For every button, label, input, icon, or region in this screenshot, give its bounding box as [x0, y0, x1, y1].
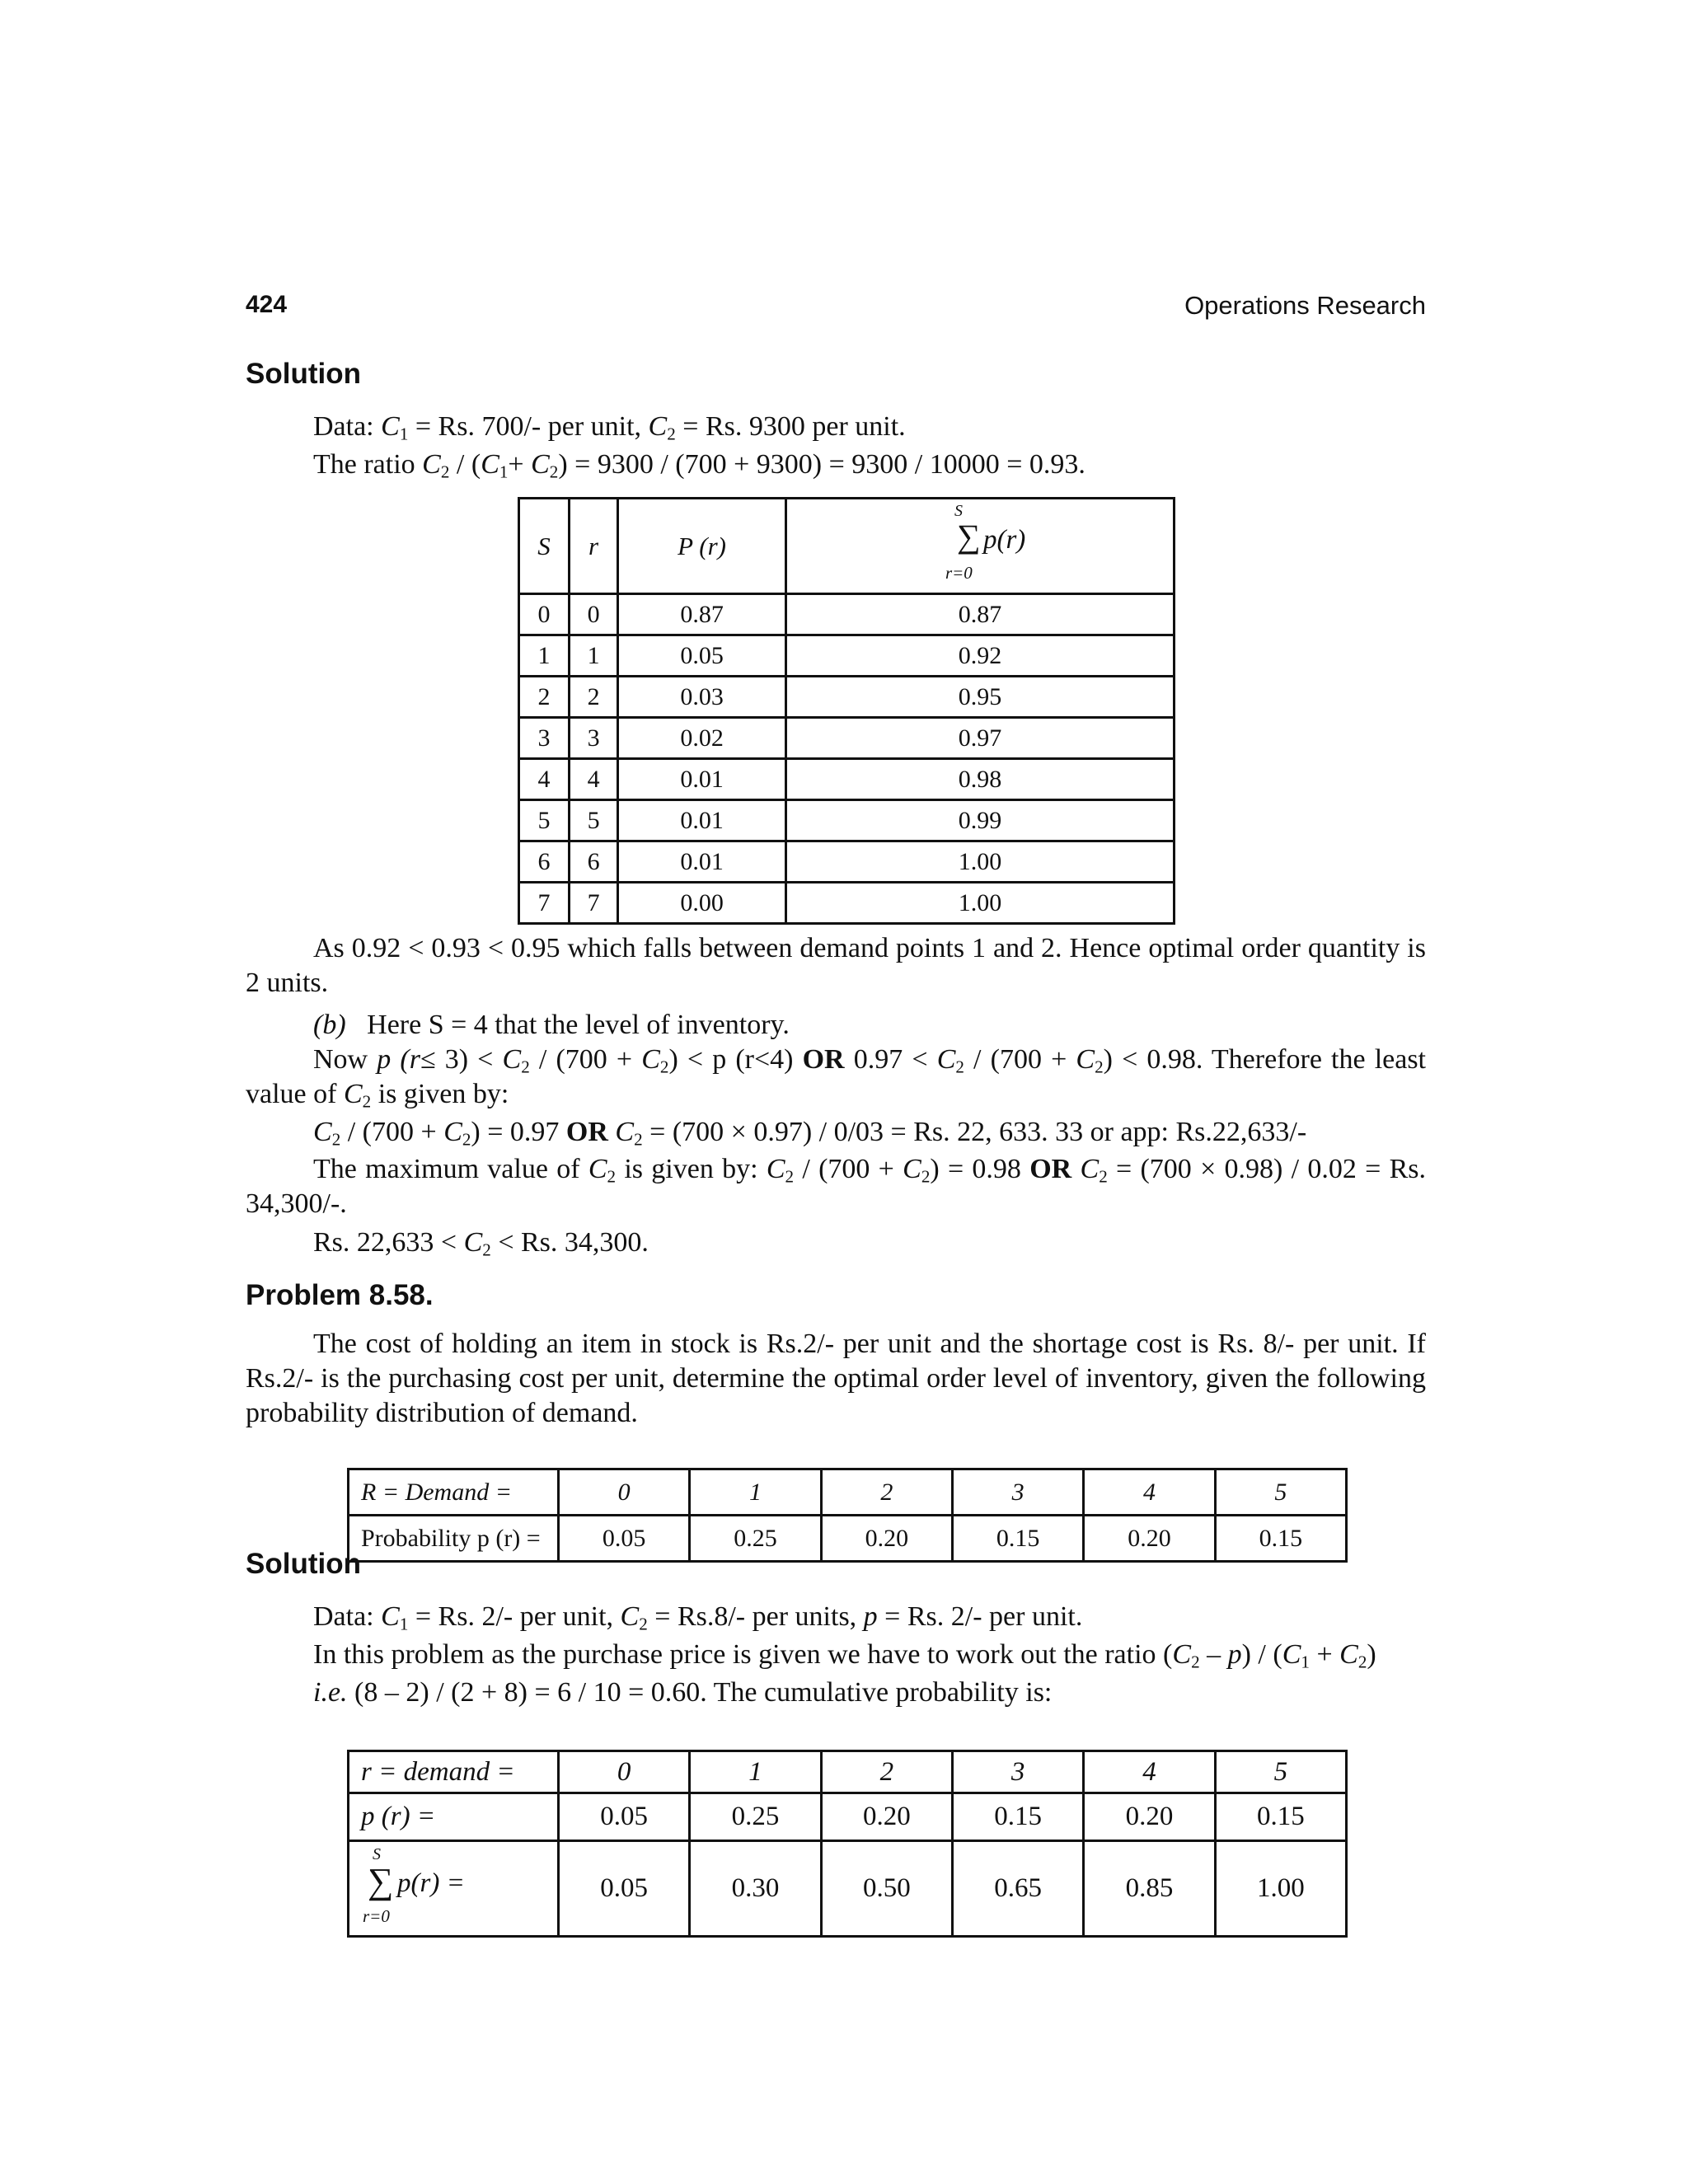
p-cell: 0.20 — [821, 1793, 952, 1841]
cumulative-cell: 0.65 — [952, 1841, 1083, 1937]
p-cell: 0.15 — [1215, 1793, 1346, 1841]
probability-cell: 0.15 — [1215, 1516, 1346, 1562]
demand-row-2-label: r = demand = — [349, 1751, 559, 1793]
table-cell: 5 — [569, 800, 617, 841]
table-cell: 0.00 — [618, 883, 786, 924]
table-cell: 3 — [519, 718, 570, 759]
table-cell: 0 — [519, 594, 570, 635]
data-line: Data: $C_1 = Rs$. 700/- per unit, $C_2 = Rs$. 9300 per unit. — [313, 411, 906, 444]
problem-heading: Problem 8.58. — [246, 1279, 434, 1311]
table-cell: 0.95 — [785, 677, 1174, 718]
probability-cell: 0.20 — [821, 1516, 952, 1562]
probability-row-label: Probability p (r) = — [349, 1516, 559, 1562]
part-b-line: (b) Here S = 4 that the level of inventory. — [313, 1010, 790, 1040]
cumulative-cell: 0.05 — [559, 1841, 690, 1937]
table-cell: 1 — [569, 635, 617, 677]
ie-line: i.e. (8 – 2) / (2 + 8) = 6 / 10 = 0.60. The cumulative probability is: — [313, 1677, 1053, 1708]
demand-row — [349, 1469, 1347, 1516]
table-cell: 0.98 — [785, 759, 1174, 800]
sigma-icon: ∑ — [368, 1861, 394, 1901]
header-pr: P (r) — [618, 499, 786, 594]
table-cell: 5 — [519, 800, 570, 841]
demand-cell: 5 — [1215, 1751, 1346, 1793]
cumulative-cell: 1.00 — [1215, 1841, 1346, 1937]
p-cell: 0.25 — [690, 1793, 821, 1841]
summation-expression-2: S ∑ p(r) = r=0 — [363, 1845, 465, 1926]
cumulative-cell: 0.30 — [690, 1841, 821, 1937]
c2-least-line: $C_2 / (700 + C_2) = 0.97$ OR $C_2 = (700 \times 0.97) / 0/03 = Rs$. 22, 633. 33 or app: Rs.22,633/- — [313, 1117, 1307, 1150]
table-cell: 0.87 — [785, 594, 1174, 635]
demand-row-label: R = Demand = — [349, 1469, 559, 1516]
table-row — [519, 883, 1175, 924]
table-row — [519, 800, 1175, 841]
demand-cell: 4 — [1084, 1751, 1215, 1793]
paragraph-result: As 0.92 < 0.93 < 0.95 which falls between demand points 1 and 2. Hence optimal order quantity is 2 units. — [246, 933, 1426, 998]
demand-cell: 3 — [952, 1751, 1083, 1793]
cumulative-row — [349, 1841, 1347, 1937]
summation-expression: S ∑ p(r) r=0 — [945, 501, 1026, 583]
table-row — [519, 718, 1175, 759]
table-cell: 0.01 — [618, 841, 786, 883]
table-cell: 6 — [519, 841, 570, 883]
table-cell: 2 — [519, 677, 570, 718]
table-cell: 0.99 — [785, 800, 1174, 841]
demand-cell: 0 — [559, 1469, 690, 1516]
problem-text: The cost of holding an item in stock is Rs.2/- per unit and the shortage cost is Rs. 8/- per unit. If Rs.2/- is the purchasing cost per unit, determine the optimal order level of inventory, given the following probability distribution of demand. — [246, 1329, 1426, 1428]
probability-cell: 0.20 — [1084, 1516, 1215, 1562]
header-r: r — [569, 499, 617, 594]
table-cell: 1.00 — [785, 841, 1174, 883]
table-cell: 1.00 — [785, 883, 1174, 924]
table-cell: 3 — [569, 718, 617, 759]
table-cell: 1 — [519, 635, 570, 677]
max-value-paragraph: The maximum value of $C_2$ is given by: $C_2 / (700 + C_2) = 0.98$ OR $C_2 = (700 \times 0.98) / 0.02 = Rs$. 34,300/-. — [246, 1154, 1426, 1219]
table-cell: 0.01 — [618, 759, 786, 800]
ratio-line: The ratio $C_2 / (C_1+ C_2) = 9300 / (700 + 9300) = 9300 / 10000 = 0.93$. — [313, 449, 1085, 482]
p-cell: 0.15 — [952, 1793, 1083, 1841]
demand-cell: 3 — [952, 1469, 1083, 1516]
table-row — [519, 594, 1175, 635]
demand-cell: 2 — [821, 1469, 952, 1516]
demand-cell: 0 — [559, 1751, 690, 1793]
cumulative-probability-table — [518, 497, 1175, 925]
table-cell: 0 — [569, 594, 617, 635]
cumulative-table-2 — [347, 1750, 1348, 1938]
probability-row — [349, 1516, 1347, 1562]
table-cell: 7 — [519, 883, 570, 924]
now-paragraph: Now p $(r\le 3) < C_2 / (700 + C_2) < p$ (r<4) OR $0.97 < C_2 / (700 + C_2) < 0.98$. Therefore the least value of $C_2$ is given by: — [246, 1044, 1427, 1112]
demand-cell: 5 — [1215, 1469, 1346, 1516]
probability-cell: 0.25 — [690, 1516, 821, 1562]
demand-row-2 — [349, 1751, 1347, 1793]
solution2-heading: Solution — [246, 1548, 361, 1580]
table-cell: 0.92 — [785, 635, 1174, 677]
solution-heading: Solution — [246, 358, 361, 390]
p-row — [349, 1793, 1347, 1841]
running-title: Operations Research — [1184, 291, 1426, 320]
data-line-2: Data: $C_1 = Rs$. 2/- per unit, $C_2 = Rs.8/-$ per units, p = Rs. 2/- per unit. — [313, 1601, 1083, 1634]
table-row — [519, 759, 1175, 800]
cumulative-row-label — [349, 1841, 559, 1937]
table-cell: 0.05 — [618, 635, 786, 677]
table-header-row — [519, 499, 1175, 594]
demand-cell: 4 — [1084, 1469, 1215, 1516]
table-cell: 0.02 — [618, 718, 786, 759]
table-cell: 4 — [519, 759, 570, 800]
table-cell: 2 — [569, 677, 617, 718]
demand-cell: 1 — [690, 1469, 821, 1516]
header-sum — [785, 499, 1174, 594]
table-cell: 0.03 — [618, 677, 786, 718]
header-s: S — [519, 499, 570, 594]
probability-cell: 0.05 — [559, 1516, 690, 1562]
table-cell: 4 — [569, 759, 617, 800]
cumulative-cell: 0.85 — [1084, 1841, 1215, 1937]
demand-cell: 1 — [690, 1751, 821, 1793]
table-cell: 7 — [569, 883, 617, 924]
page-number: 424 — [246, 291, 288, 318]
range-line: Rs. $22,633 < C_2 < Rs$. 34,300. — [313, 1227, 649, 1260]
cumulative-cell: 0.50 — [821, 1841, 952, 1937]
demand-distribution-table — [347, 1468, 1348, 1563]
table-cell: 0.01 — [618, 800, 786, 841]
table-row — [519, 677, 1175, 718]
table-cell: 0.97 — [785, 718, 1174, 759]
p-cell: 0.20 — [1084, 1793, 1215, 1841]
table-cell: 0.87 — [618, 594, 786, 635]
demand-cell: 2 — [821, 1751, 952, 1793]
table-row — [519, 841, 1175, 883]
sigma-icon: ∑ — [956, 517, 981, 555]
p-row-label: p (r) = — [349, 1793, 559, 1841]
table-row — [519, 635, 1175, 677]
table-cell: 6 — [569, 841, 617, 883]
probability-cell: 0.15 — [952, 1516, 1083, 1562]
p-cell: 0.05 — [559, 1793, 690, 1841]
ratio-line-2: In this problem as the purchase price is given we have to work out the ratio $(C_2 - p) / (C_1 + C_2)$ — [313, 1639, 1376, 1672]
